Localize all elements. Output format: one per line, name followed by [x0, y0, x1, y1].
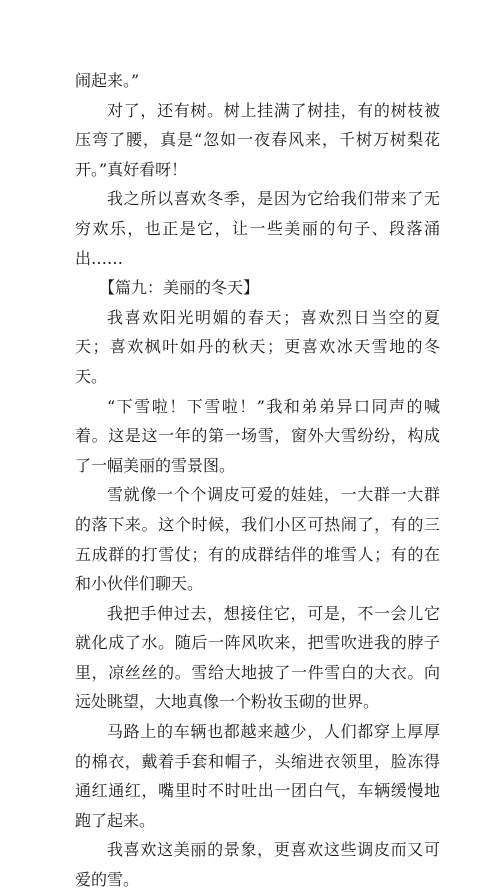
paragraph-8: 我把手伸过去，想接住它，可是，不一会儿它就化成了水。随后一阵风吹来，把雪吹进我的脖子里，凉丝丝的。雪给大地披了一件雪白的大衣。向远处眺望，大地真像一个粉妆玉砌的世界。	[75, 603, 440, 712]
paragraph-7: 雪就像一个个调皮可爱的娃娃，一大群一大群的落下来。这个时候，我们小区可热闹了，有的三五成群的打雪仗；有的成群结伴的堆雪人；有的在和小伙伴们聊天。	[75, 485, 440, 594]
paragraph-10: 我喜欢这美丽的景象，更喜欢这些调皮而又可爱的雪。	[75, 840, 440, 890]
paragraph-1: 闹起来。”	[75, 71, 140, 90]
paragraph-5: 我喜欢阳光明媚的春天；喜欢烈日当空的夏天；喜欢枫叶如丹的秋天；更喜欢冰天雪地的冬天。	[75, 307, 440, 386]
section-heading: 【篇九：美丽的冬天】	[99, 278, 260, 298]
paragraph-3: 我之所以喜欢冬季，是因为它给我们带来了无穷欢乐，也正是它，让一些美丽的句子、段落涌出……	[75, 189, 440, 268]
paragraph-9: 马路上的车辆也都越来越少，人们都穿上厚厚的棉衣，戴着手套和帽子，头缩进衣领里，脸冻得通红通红，嘴里时不时吐出一团白气，车辆缓慢地跑了起来。	[75, 722, 440, 830]
paragraph-6: “下雪啦！下雪啦！”我和弟弟异口同声的喊着。这是这一年的第一场雪，窗外大雪纷纷，构成了一幅美丽的雪景图。	[75, 396, 440, 475]
paragraph-2: 对了，还有树。树上挂满了树挂，有的树枝被压弯了腰，真是“忽如一夜春风来，千树万树梨花开。”真好看呀！	[75, 100, 440, 179]
